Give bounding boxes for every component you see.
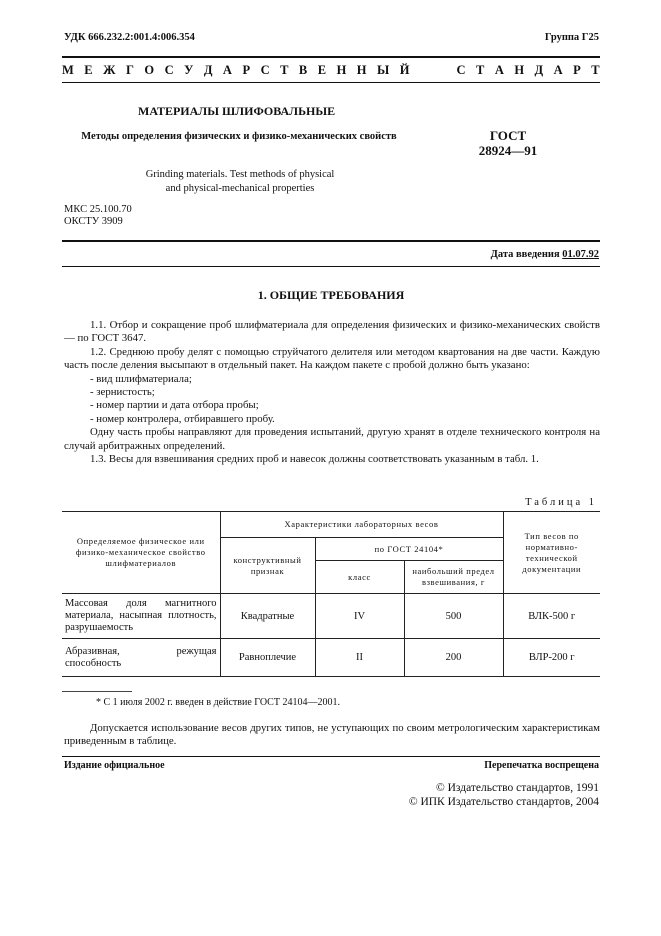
banner-letter: В (298, 62, 308, 77)
date-value: 01.07.92 (562, 249, 599, 260)
cell-scale-type: ВЛК-500 г (503, 594, 600, 639)
header-class: класс (315, 561, 404, 594)
footnote-separator (62, 691, 132, 692)
group-code: Группа Г25 (544, 32, 599, 43)
gost-designation (468, 128, 548, 158)
section-heading: 1. ОБЩИЕ ТРЕБОВАНИЯ (257, 288, 405, 302)
note-paragraph: Допускается использование весов других типов, не уступающих по своим метрологическим характеристикам приведенным в таблице. (64, 722, 600, 748)
classification-codes (64, 204, 132, 228)
english-title-line: and physical-mechanical properties (165, 183, 315, 194)
header-property: Определяемое физическое или физико-механическое свойство шлифматериалов (62, 512, 220, 594)
banner-letter: Ж (103, 62, 116, 77)
paragraph: 1.3. Весы для взвешивания средних проб и навесок должны соответствовать указанным в табл. 1. (90, 453, 539, 466)
copyright-block (409, 781, 599, 809)
top-rule (62, 56, 600, 58)
banner-letter: Д (203, 62, 213, 77)
header-design-sign: конструктивный признак (220, 538, 315, 594)
banner-letter: Д (534, 62, 544, 77)
banner-letter: А (222, 62, 232, 77)
banner-letter: О (144, 62, 155, 77)
banner-letter: Т (475, 62, 485, 77)
banner-letter: Н (336, 62, 347, 77)
list-item: - зернистость; (90, 386, 155, 399)
list-item: - вид шлифматериала; (90, 372, 192, 385)
section-body (64, 319, 600, 466)
cell-scale-type: ВЛР-200 г (503, 639, 600, 677)
edition-label: Издание официальное (64, 760, 165, 771)
copyright-line: © Издательство стандартов, 1991 (435, 782, 599, 794)
banner-letter: С (456, 62, 466, 77)
udk-code: УДК 666.232.2:001.4:006.354 (64, 32, 195, 43)
english-title-line: Grinding materials. Test methods of physical (145, 169, 335, 180)
banner-letter: С (260, 62, 270, 77)
banner-letter: Р (242, 62, 251, 77)
cell-class: II (315, 639, 404, 677)
document-title: МАТЕРИАЛЫ ШЛИФОВАЛЬНЫЕ (138, 104, 336, 118)
english-title (120, 168, 360, 196)
banner-letter: Г (125, 62, 134, 77)
cell-design-sign: Равноплечие (220, 639, 315, 677)
cell-design-sign: Квадратные (220, 594, 315, 639)
table-caption: Таблица 1 (525, 497, 597, 508)
cell-property: Абразивная, режущая способность (62, 639, 220, 677)
date-top-rule (62, 240, 600, 242)
banner-letter: М (62, 62, 74, 77)
banner-letter: У (184, 62, 194, 77)
mks-code: МКС 25.100.70 (64, 204, 132, 215)
banner-letter: Е (84, 62, 93, 77)
header-max-limit: наибольший предел взвешивания, г (404, 561, 503, 594)
list-item: - номер контролера, отбиравшего пробу. (90, 412, 275, 425)
weights-table (62, 511, 600, 677)
table-row (62, 594, 600, 639)
banner-letter: А (494, 62, 504, 77)
gost-number: 28924—91 (478, 143, 538, 158)
banner-letter: Ы (377, 62, 390, 77)
cell-class: IV (315, 594, 404, 639)
banner-letter: Т (591, 62, 600, 77)
banner-letter: Н (356, 62, 367, 77)
gost-label: ГОСТ (489, 128, 527, 143)
cell-property: Массовая доля магнитного материала, насыпная плотность, разрушаемость (62, 594, 220, 639)
paragraph: Одну часть пробы направляют для проведения испытаний, другую хранят в отделе технического контроля на случай арбитражных определений. (64, 426, 600, 452)
header-scale-characteristics: Характеристики лабораторных весов (220, 512, 503, 538)
header-scale-type: Тип весов по нормативно-технической документации (503, 512, 600, 594)
okstu-code: ОКСТУ 3909 (64, 216, 123, 227)
introduction-date (491, 249, 599, 260)
list-item: - номер партии и дата отбора пробы; (90, 399, 259, 412)
paragraph: 1.1. Отбор и сокращение проб шлифматериала для определения физических и физико-механических свойств — по ГОСТ 3647. (64, 319, 600, 345)
cell-max-limit: 500 (404, 594, 503, 639)
copyright-line: © ИПК Издательство стандартов, 2004 (408, 796, 599, 808)
paragraph: 1.2. Среднюю пробу делят с помощью струйчатого делителя или методом квартования на две части. Каждую часть после деления высыпают в отдельный пакет. На каждом пакете с пробой должно быть указано: (64, 345, 600, 372)
date-bottom-rule (62, 266, 600, 267)
banner-letter: С (164, 62, 174, 77)
reprint-notice: Перепечатка воспрещена (484, 760, 599, 771)
banner-letter: Т (280, 62, 289, 77)
banner-letter: Е (317, 62, 327, 77)
table-row (62, 639, 600, 677)
standard-banner (62, 60, 600, 80)
footnote: * С 1 июля 2002 г. введен в действие ГОСТ 24104—2001. (96, 697, 340, 708)
cell-max-limit: 200 (404, 639, 503, 677)
banner-letter: Н (514, 62, 525, 77)
document-subtitle: Методы определения физических и физико-механических свойств (81, 131, 397, 142)
footer-rule (62, 756, 600, 757)
banner-letter: Й (399, 62, 410, 77)
banner-bottom-rule (62, 82, 600, 83)
banner-letter: А (553, 62, 563, 77)
date-label: Дата введения (490, 249, 563, 260)
header-gost-subgroup: по ГОСТ 24104* (315, 538, 503, 561)
banner-letter: Р (573, 62, 581, 77)
